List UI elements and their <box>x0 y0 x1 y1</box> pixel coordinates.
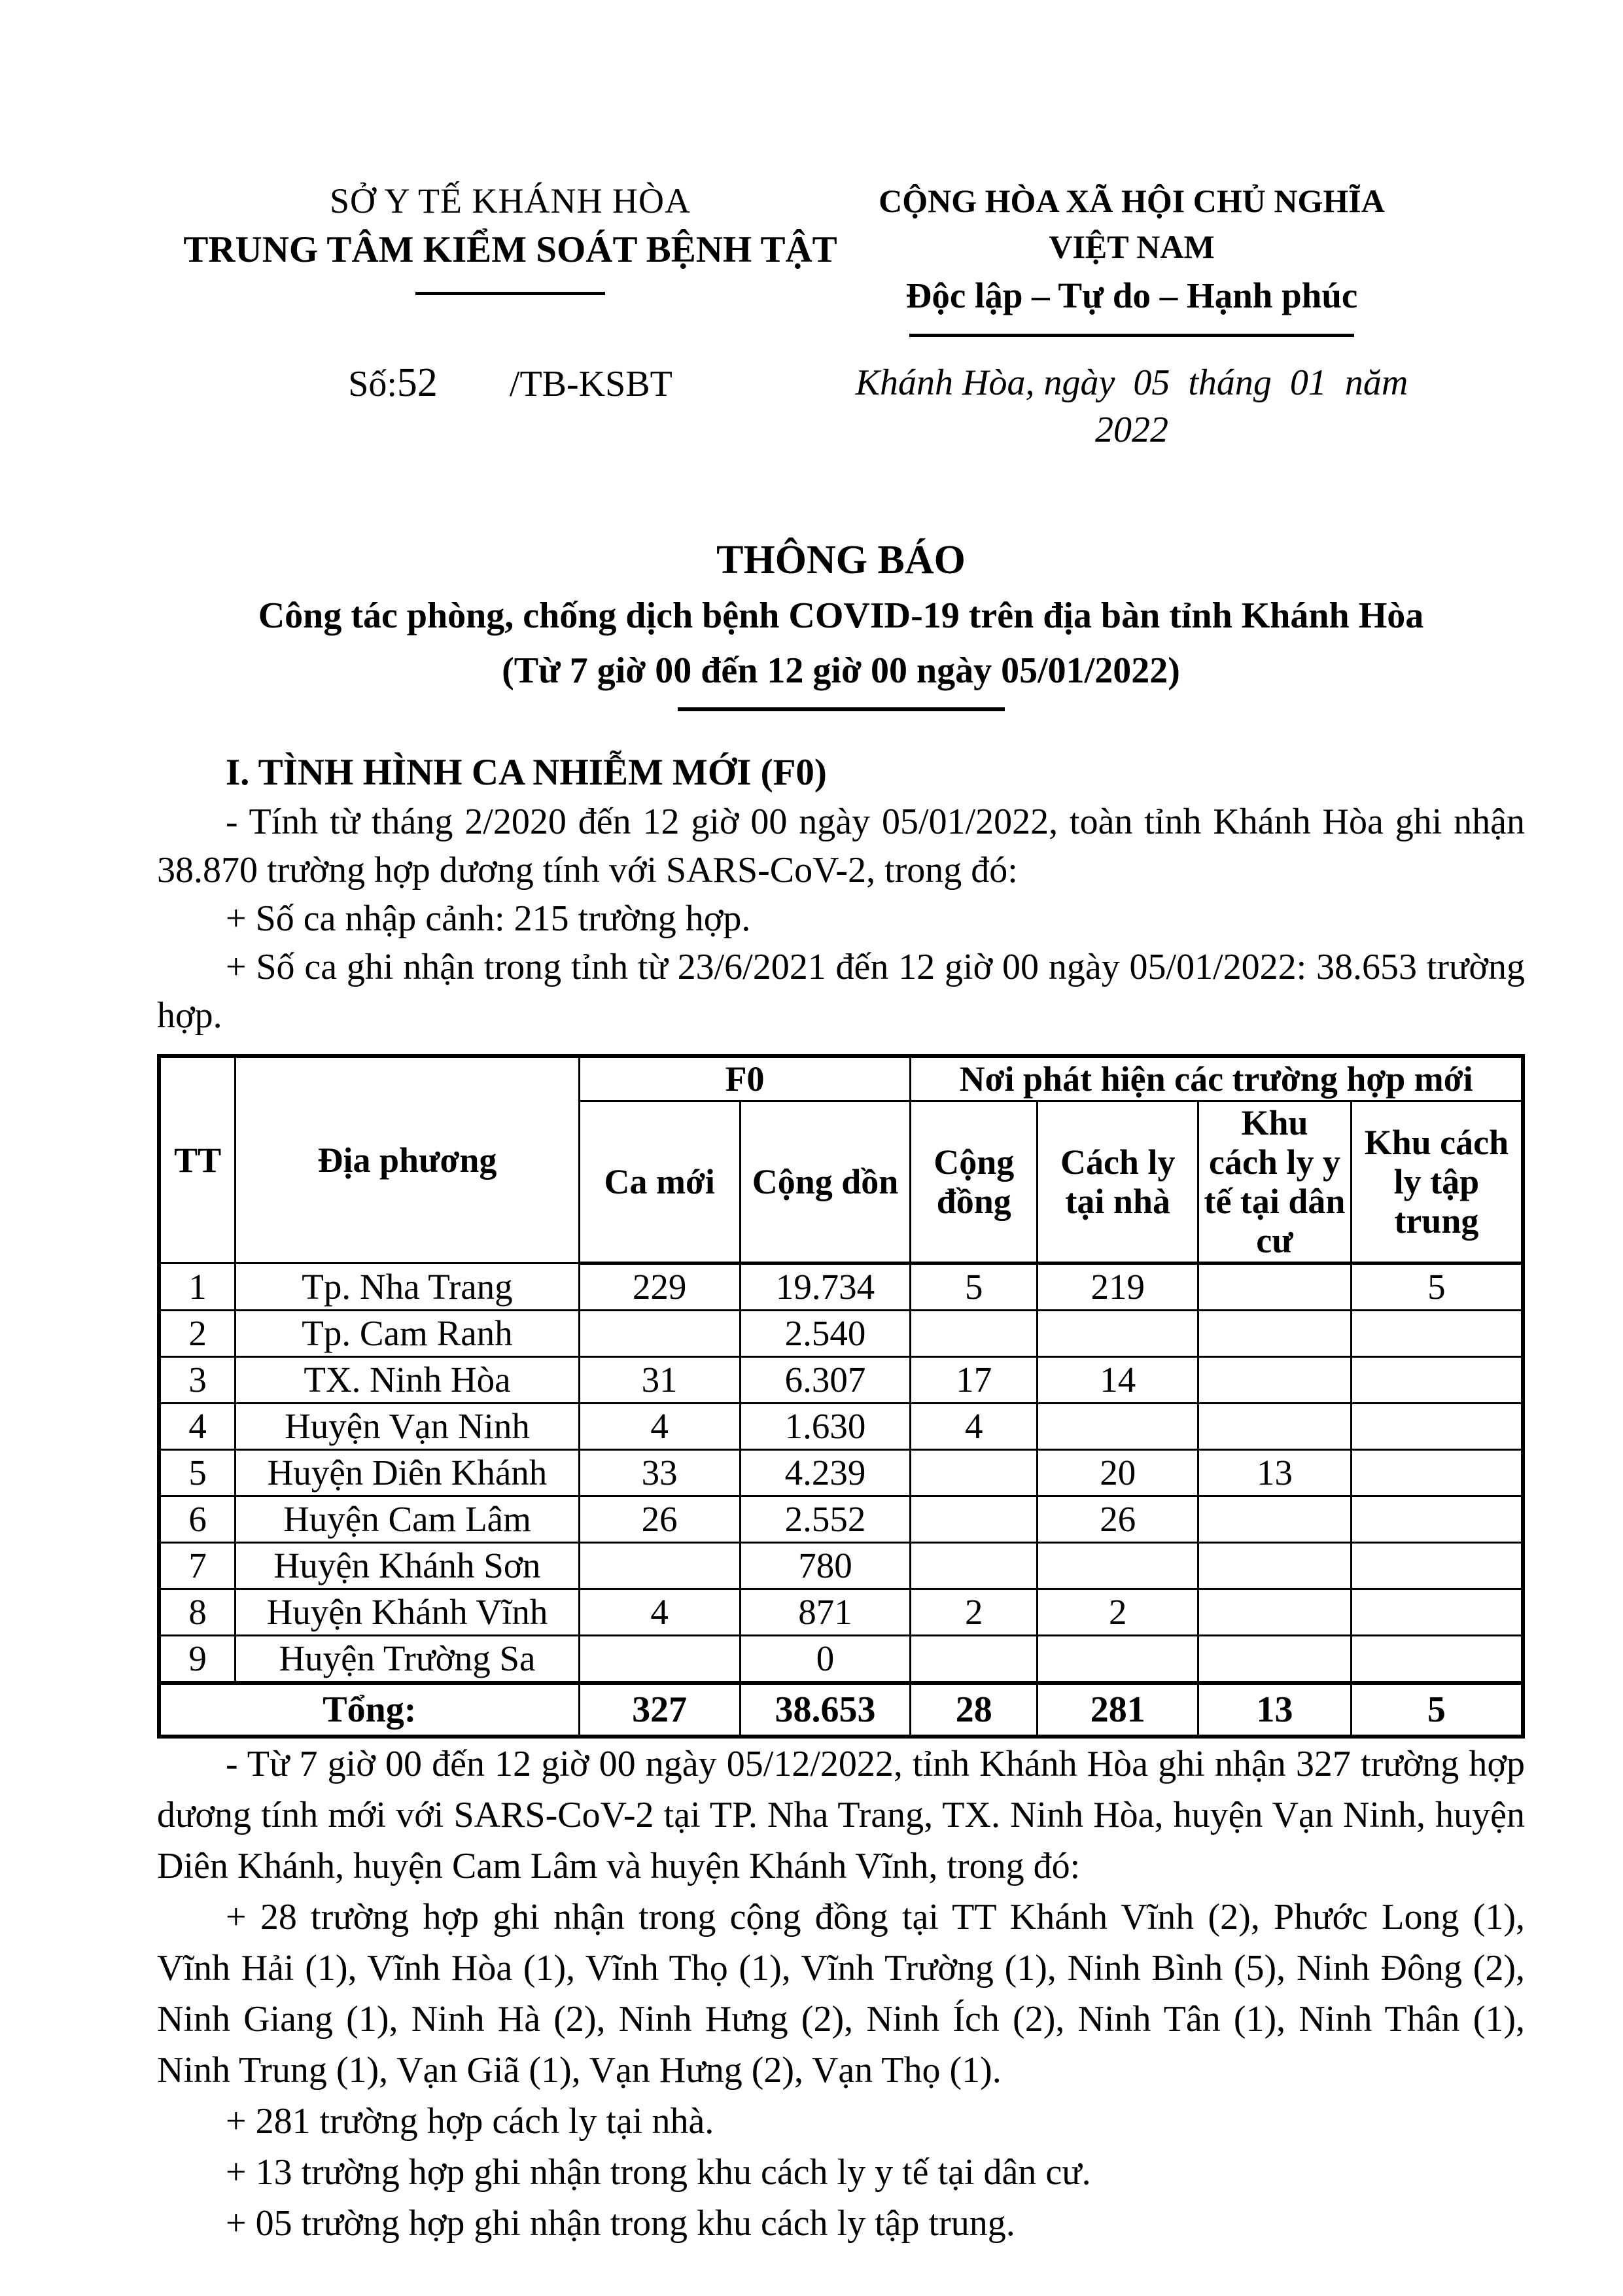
cell-locality: Huyện Khánh Sơn <box>236 1543 579 1589</box>
cell-cumulative: 6.307 <box>740 1357 911 1404</box>
cell-tt: 7 <box>159 1543 236 1589</box>
table-row <box>159 1404 1523 1450</box>
para-medical-area-cases: + 13 trường hợp ghi nhận trong khu cách ly y tế tại dân cư. <box>226 2152 1091 2193</box>
col-header-tt: TT <box>159 1056 236 1263</box>
cell-concentrated <box>1351 1543 1523 1589</box>
issuing-org-block <box>183 178 837 295</box>
table-row <box>159 1496 1523 1543</box>
org-parent-name: SỞ Y TẾ KHÁNH HÒA <box>330 181 691 221</box>
cell-new <box>579 1311 740 1357</box>
doc-meta-row <box>157 359 1525 453</box>
cell-cumulative: 780 <box>740 1543 911 1589</box>
cell-home <box>1038 1311 1198 1357</box>
cell-home <box>1038 1543 1198 1589</box>
issue-date: ngày 05 tháng 01 năm 2022 <box>1043 362 1408 450</box>
title-underline <box>678 707 1005 711</box>
table-row <box>159 1263 1523 1311</box>
table-header-row-1 <box>159 1056 1523 1101</box>
doc-number-value: 52 <box>396 361 438 405</box>
cell-new: 229 <box>579 1263 740 1311</box>
total-home: 281 <box>1038 1683 1198 1737</box>
col-header-detection: Nơi phát hiện các trường hợp mới <box>911 1056 1523 1101</box>
cell-locality: Huyện Cam Lâm <box>236 1496 579 1543</box>
national-title: CỘNG HÒA XÃ HỘI CHỦ NGHĨA VIỆT NAM <box>879 183 1385 265</box>
notice-subtitle: Công tác phòng, chống dịch bệnh COVID-19 trên địa bàn tỉnh Khánh Hòa <box>258 595 1424 636</box>
cell-tt: 5 <box>159 1450 236 1496</box>
total-new: 327 <box>579 1683 740 1737</box>
cell-home: 20 <box>1038 1450 1198 1496</box>
para-home-quarantine-cases: + 281 trường hợp cách ly tại nhà. <box>226 2101 714 2142</box>
col-header-community: Cộng đồng <box>911 1101 1038 1263</box>
org-name: TRUNG TÂM KIỂM SOÁT BỆNH TẬT <box>183 229 837 270</box>
cell-concentrated <box>1351 1496 1523 1543</box>
motto-underline <box>909 334 1354 337</box>
total-community: 28 <box>911 1683 1038 1737</box>
cell-cumulative: 871 <box>740 1589 911 1636</box>
col-header-f0: F0 <box>579 1056 911 1101</box>
cell-home: 14 <box>1038 1357 1198 1404</box>
table-row <box>159 1450 1523 1496</box>
cell-cumulative: 4.239 <box>740 1450 911 1496</box>
cell-medical: 13 <box>1198 1450 1352 1496</box>
cell-community: 4 <box>911 1404 1038 1450</box>
para-imported-cases: + Số ca nhập cảnh: 215 trường hợp. <box>226 898 751 939</box>
cell-tt: 9 <box>159 1636 236 1684</box>
cell-tt: 8 <box>159 1589 236 1636</box>
cell-concentrated <box>1351 1404 1523 1450</box>
cell-locality: Tp. Nha Trang <box>236 1263 579 1311</box>
cell-home <box>1038 1636 1198 1684</box>
cell-concentrated <box>1351 1450 1523 1496</box>
para-community-cases: + 28 trường hợp ghi nhận trong cộng đồng tại TT Khánh Vĩnh (2), Phước Long (1), Vĩnh Hải (1), Vĩnh Hòa (1), Vĩnh Thọ (1), Vĩnh Trường (1), Ninh Bình (5), Ninh Đông (2), Ninh Giang (1), Ninh Hà (2), Ninh Hưng (2), Ninh Ích (2), Ninh Tân (1), Ninh Thân (1), Ninh Trung (1), Vạn Giã (1), Vạn Hưng (2), Vạn Thọ (1). <box>157 1897 1525 2091</box>
cell-medical <box>1198 1311 1352 1357</box>
cell-community <box>911 1311 1038 1357</box>
table-row <box>159 1589 1523 1636</box>
cell-locality: Huyện Trường Sa <box>236 1636 579 1684</box>
org-underline <box>415 292 605 295</box>
cell-concentrated: 5 <box>1351 1263 1523 1311</box>
document-header <box>157 178 1525 337</box>
cases-table <box>157 1054 1525 1739</box>
cell-tt: 4 <box>159 1404 236 1450</box>
col-header-medical-quarantine: Khu cách ly y tế tại dân cư <box>1198 1101 1352 1263</box>
cell-tt: 6 <box>159 1496 236 1543</box>
place-name: Khánh Hòa, <box>855 362 1035 403</box>
cell-cumulative: 2.552 <box>740 1496 911 1543</box>
col-header-home-quarantine: Cách ly tại nhà <box>1038 1101 1198 1263</box>
cell-new: 26 <box>579 1496 740 1543</box>
cell-medical <box>1198 1404 1352 1450</box>
para-concentrated-quarantine-cases: + 05 trường hợp ghi nhận trong khu cách ly tập trung. <box>226 2203 1015 2244</box>
col-header-concentrated-quarantine: Khu cách ly tập trung <box>1351 1101 1523 1263</box>
cell-home: 219 <box>1038 1263 1198 1311</box>
cell-tt: 2 <box>159 1311 236 1357</box>
cell-medical <box>1198 1496 1352 1543</box>
cell-new: 4 <box>579 1589 740 1636</box>
table-row <box>159 1311 1523 1357</box>
col-header-new-cases: Ca mới <box>579 1101 740 1263</box>
total-cumulative: 38.653 <box>740 1683 911 1737</box>
title-block <box>157 532 1525 711</box>
cell-new <box>579 1636 740 1684</box>
cell-home: 26 <box>1038 1496 1198 1543</box>
cell-community: 5 <box>911 1263 1038 1311</box>
cell-locality: Huyện Diên Khánh <box>236 1450 579 1496</box>
cell-community: 17 <box>911 1357 1038 1404</box>
cell-community <box>911 1543 1038 1589</box>
doc-number-line <box>183 359 837 453</box>
table-total-row <box>159 1683 1523 1737</box>
cell-concentrated <box>1351 1311 1523 1357</box>
cell-medical <box>1198 1357 1352 1404</box>
notice-title: THÔNG BÁO <box>716 538 966 582</box>
cell-medical <box>1198 1263 1352 1311</box>
cell-medical <box>1198 1636 1352 1684</box>
cell-new: 4 <box>579 1404 740 1450</box>
cell-community <box>911 1496 1038 1543</box>
cell-home <box>1038 1404 1198 1450</box>
table-row <box>159 1543 1523 1589</box>
cell-community <box>911 1450 1038 1496</box>
cell-cumulative: 2.540 <box>740 1311 911 1357</box>
cell-new: 31 <box>579 1357 740 1404</box>
cell-concentrated <box>1351 1357 1523 1404</box>
cell-tt: 3 <box>159 1357 236 1404</box>
doc-number-symbol: /TB-KSBT <box>509 364 672 404</box>
place-date-line <box>844 359 1420 453</box>
total-label: Tổng: <box>159 1683 579 1737</box>
para-domestic-cases: + Số ca ghi nhận trong tỉnh từ 23/6/2021 đến 12 giờ 00 ngày 05/01/2022: 38.653 trường hợp. <box>157 947 1525 1036</box>
col-header-locality: Địa phương <box>236 1056 579 1263</box>
notice-period: (Từ 7 giờ 00 đến 12 giờ 00 ngày 05/01/2022) <box>502 650 1180 691</box>
cell-community: 2 <box>911 1589 1038 1636</box>
cell-community <box>911 1636 1038 1684</box>
para-cumulative-cases: - Tính từ tháng 2/2020 đến 12 giờ 00 ngày 05/01/2022, toàn tỉnh Khánh Hòa ghi nhận 38.870 trường hợp dương tính với SARS-CoV-2, trong đó: <box>157 802 1525 891</box>
cell-cumulative: 1.630 <box>740 1404 911 1450</box>
cell-concentrated <box>1351 1589 1523 1636</box>
national-motto: Độc lập – Tự do – Hạnh phúc <box>905 275 1358 315</box>
cell-locality: TX. Ninh Hòa <box>236 1357 579 1404</box>
total-medical: 13 <box>1198 1683 1352 1737</box>
total-concentrated: 5 <box>1351 1683 1523 1737</box>
table-row <box>159 1636 1523 1684</box>
cell-concentrated <box>1351 1636 1523 1684</box>
cell-medical <box>1198 1543 1352 1589</box>
cell-home: 2 <box>1038 1589 1198 1636</box>
cell-locality: Huyện Vạn Ninh <box>236 1404 579 1450</box>
doc-number-label: Số: <box>348 364 397 404</box>
cell-cumulative: 0 <box>740 1636 911 1684</box>
para-new-cases-summary: - Từ 7 giờ 00 đến 12 giờ 00 ngày 05/12/2022, tỉnh Khánh Hòa ghi nhận 327 trường hợp dương tính mới với SARS-CoV-2 tại TP. Nha Trang, TX. Ninh Hòa, huyện Vạn Ninh, huyện Diên Khánh, huyện Cam Lâm và huyện Khánh Vĩnh, trong đó: <box>157 1744 1525 1886</box>
cell-tt: 1 <box>159 1263 236 1311</box>
national-motto-block <box>844 178 1420 337</box>
cell-locality: Huyện Khánh Vĩnh <box>236 1589 579 1636</box>
table-row <box>159 1357 1523 1404</box>
col-header-cumulative: Cộng dồn <box>740 1101 911 1263</box>
cell-new <box>579 1543 740 1589</box>
cell-medical <box>1198 1589 1352 1636</box>
section-heading: I. TÌNH HÌNH CA NHIỄM MỚI (F0) <box>226 752 827 793</box>
cell-new: 33 <box>579 1450 740 1496</box>
cell-cumulative: 19.734 <box>740 1263 911 1311</box>
cell-locality: Tp. Cam Ranh <box>236 1311 579 1357</box>
